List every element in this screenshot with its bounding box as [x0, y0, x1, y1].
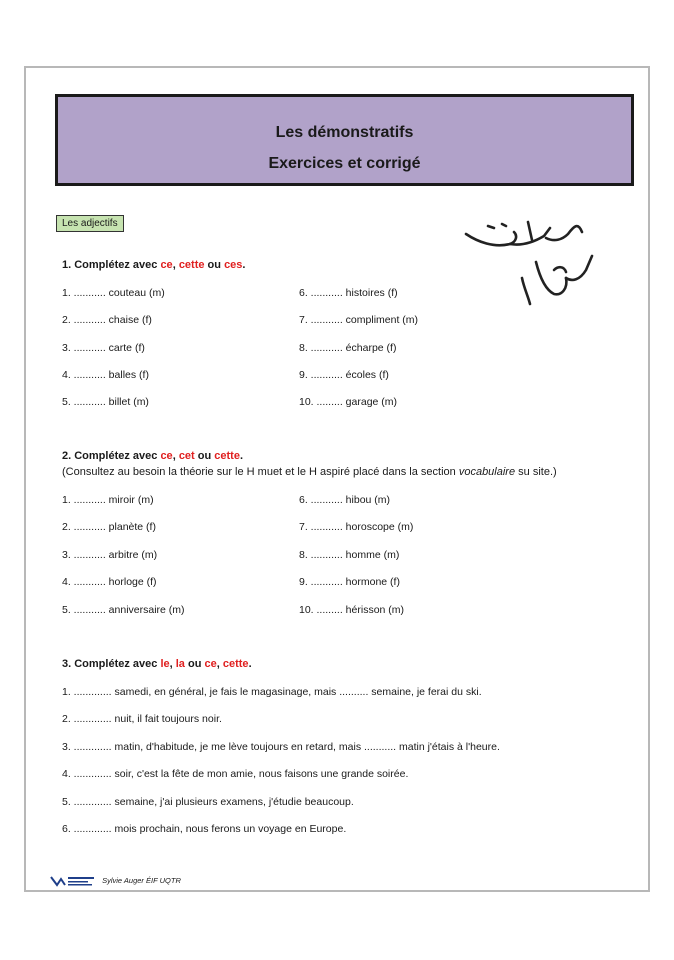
exercise-1-item: 2. ........... chaise (f) [62, 314, 152, 326]
exercise-3-item: 5. ............. semaine, j'ai plusieurs examens, j'étudie beaucoup. [62, 796, 354, 808]
handwritten-signature [458, 208, 598, 314]
exercise-1-item: 10. ......... garage (m) [299, 396, 398, 408]
exercise-2-item: 8. ........... homme (m) [299, 549, 400, 561]
exercise-2-item: 5. ........... anniversaire (m) [62, 604, 185, 616]
exercise-2-item: 9. ........... hormone (f) [299, 576, 400, 588]
exercise-3-item: 1. ............. samedi, en général, je fais le magasinage, mais .......... semaine, je ferai du ski. [62, 686, 482, 698]
page-subtitle: Exercices et corrigé [268, 155, 421, 172]
exercise-1-item: 5. ........... billet (m) [62, 396, 149, 408]
exercise-1-item: 4. ........... balles (f) [62, 369, 149, 381]
exercise-1-item: 6. ........... histoires (f) [299, 287, 398, 299]
exercise-1-item: 1. ........... couteau (m) [62, 287, 165, 299]
exercise-2-heading: 2. Complétez avec ce, cet ou cette. [62, 450, 244, 462]
exercise-1-item: 9. ........... écoles (f) [299, 369, 389, 381]
exercise-3-item: 4. ............. soir, c'est la fête de mon amie, nous faisons une grande soirée. [62, 768, 409, 780]
exercise-2-item: 2. ........... planète (f) [62, 521, 156, 533]
page-title: Les démonstratifs [275, 124, 414, 141]
exercise-3-item: 3. ............. matin, d'habitude, je me lève toujours en retard, mais ........... matin j'étais à l'heure. [62, 741, 500, 753]
section-tag: Les adjectifs [56, 215, 124, 232]
title-box [55, 94, 634, 186]
exercise-1-heading: 1. Complétez avec ce, cette ou ces. [62, 259, 246, 271]
exercise-2-item: 6. ........... hibou (m) [299, 494, 391, 506]
exercise-3-heading: 3. Complétez avec le, la ou ce, cette. [62, 658, 252, 670]
exercise-2-item: 3. ........... arbitre (m) [62, 549, 158, 561]
exercise-3-item: 2. ............. nuit, il fait toujours noir. [62, 713, 222, 725]
exercise-2-note: (Consultez au besoin la théorie sur le H muet et le H aspiré placé dans la section vocabulaire su site.) [62, 466, 557, 478]
footer [50, 875, 181, 887]
exercise-2-item: 10. ......... hérisson (m) [299, 604, 405, 616]
exercise-2-item: 4. ........... horloge (f) [62, 576, 157, 588]
exercise-1-item: 3. ........... carte (f) [62, 342, 145, 354]
exercise-2-item: 1. ........... miroir (m) [62, 494, 154, 506]
exercise-1-item: 7. ........... compliment (m) [299, 314, 419, 326]
footer-author: Sylvie Auger ÉIF UQTR [102, 875, 181, 885]
handwriting-text: ام ياسين [458, 208, 462, 209]
uqtr-logo-icon [50, 875, 96, 887]
exercise-3-item: 6. ............. mois prochain, nous ferons un voyage en Europe. [62, 823, 347, 835]
exercise-2-item: 7. ........... horoscope (m) [299, 521, 414, 533]
exercise-1-item: 8. ........... écharpe (f) [299, 342, 397, 354]
